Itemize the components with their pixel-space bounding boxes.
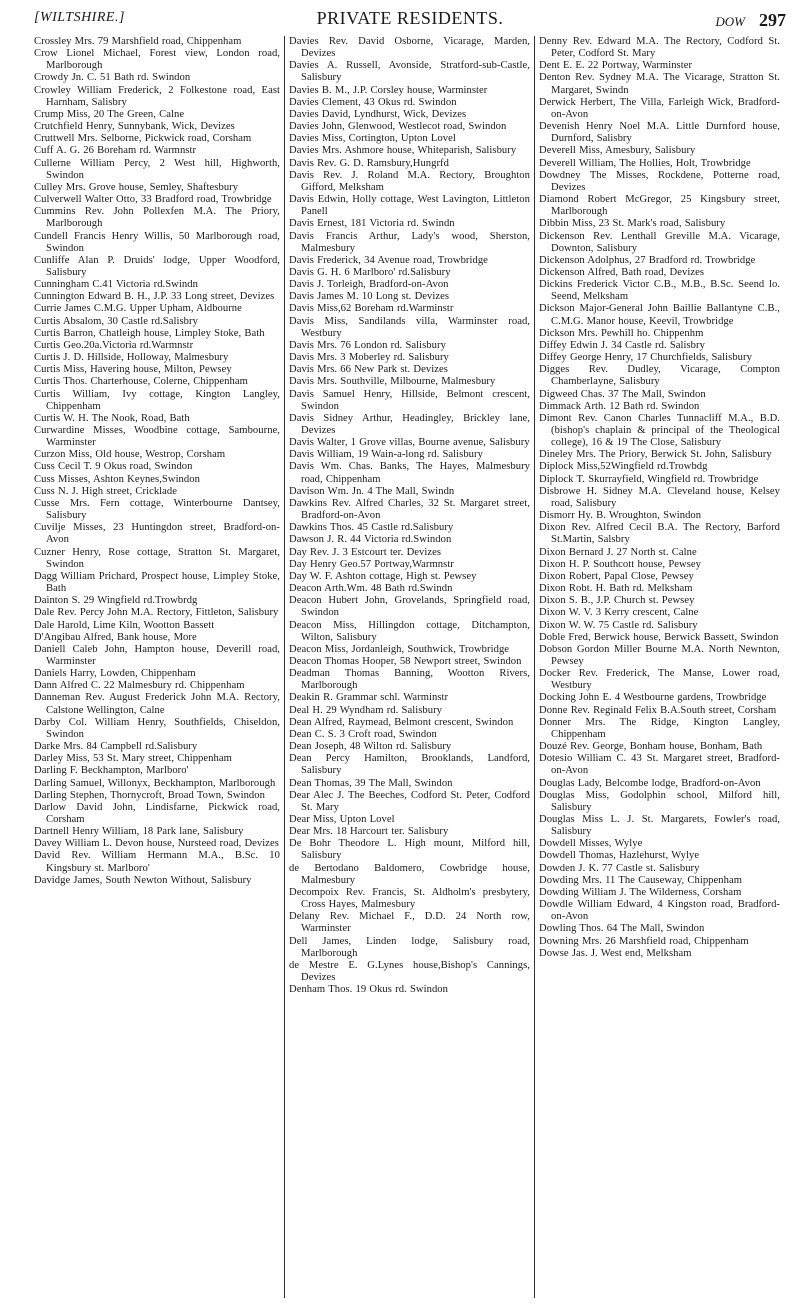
- directory-entry: Daniels Harry, Lowden, Chippenham: [34, 668, 196, 680]
- directory-entry: Crowdy Jn. C. 51 Bath rd. Swindon: [34, 72, 191, 84]
- directory-entry: Dimont Rev. Canon Charles Tunnacliff M.A., B.D. (bishop's chaplain & principal of the Theological college), 16 & 19 The Close, Salisbury: [539, 412, 780, 449]
- directory-entry: Crossley Mrs. 79 Marshfield road, Chippenham: [34, 36, 242, 47]
- directory-entry: Davies Miss, Cortington, Upton Lovel: [289, 133, 456, 145]
- directory-entry: Daniell Caleb John, Hampton house, Deverill road, Warminster: [34, 643, 280, 667]
- directory-entry: Dean C. S. 3 Croft road, Swindon: [289, 728, 437, 740]
- page-header: [34, 8, 786, 32]
- directory-entry: Douglas Lady, Belcombe lodge, Bradford-on-Avon: [539, 777, 761, 789]
- directory-entry: Dowdle William Edward, 4 Kingston road, Bradford-on-Avon: [539, 899, 780, 923]
- directory-entry: Dale Harold, Lime Kiln, Wootton Bassett: [34, 619, 215, 631]
- directory-entry: Dean Joseph, 48 Wilton rd. Salisbury: [289, 741, 452, 753]
- directory-entry: Cunningham C.41 Victoria rd.Swindn: [34, 279, 198, 291]
- directory-entry: Davies A. Russell, Avonside, Stratford-sub-Castle, Salisbury: [289, 60, 530, 84]
- directory-entry: Davis Rev. J. Roland M.A. Rectory, Broughton Gifford, Melksham: [289, 169, 530, 193]
- directory-entry: Davis Mrs. 66 New Park st. Devizes: [289, 364, 448, 376]
- directory-entry: Dixon H. P. Southcott house, Pewsey: [539, 558, 701, 570]
- directory-entry: Curtis William, Ivy cottage, Kington Langley, Chippenham: [34, 388, 280, 412]
- directory-entry: Deacon Hubert John, Grovelands, Springfield road, Swindon: [289, 595, 530, 619]
- directory-entry: Dartnell Henry William, 18 Park lane, Salisbury: [34, 826, 244, 838]
- directory-entry: Diffey George Henry, 17 Churchfields, Salisbury: [539, 352, 752, 364]
- directory-entry: Davis Miss, Sandilands villa, Warminster road, Westbury: [289, 315, 530, 339]
- directory-entry: Cuzner Henry, Rose cottage, Stratton St. Margaret, Swindon: [34, 546, 280, 570]
- directory-entry: Deverell William, The Hollies, Holt, Trowbridge: [539, 157, 751, 169]
- directory-entry: Danneman Rev. August Frederick John M.A. Rectory, Calstone Wellington, Calne: [34, 692, 280, 716]
- directory-entry: Darling F. Beckhampton, Marlboro': [34, 765, 189, 777]
- directory-entry: Cusse Mrs. Fern cottage, Winterbourne Dantsey, Salisbury: [34, 497, 280, 522]
- directory-entry: Dale Rev. Percy John M.A. Rectory, Fittleton, Salisbury: [34, 607, 279, 619]
- directory-entry: Davis Ernest, 181 Victoria rd. Swindn: [289, 218, 455, 230]
- directory-entry: Davis Mrs. 3 Moberley rd. Salisbury: [289, 352, 449, 364]
- directory-entry: Devenish Henry Noel M.A. Little Durnford house, Durnford, Salisbry: [539, 121, 780, 145]
- directory-entry: Davey William L. Devon house, Nursteed road, Devizes: [34, 838, 279, 850]
- page-title: PRIVATE RESIDENTS.: [316, 8, 504, 28]
- page-number: 297: [759, 10, 786, 30]
- directory-entry: Currie James C.M.G. Upper Upham, Aldbourne: [34, 303, 242, 315]
- directory-entry: Cundell Francis Henry Willis, 50 Marlborough road, Swindon: [34, 230, 280, 254]
- directory-entry: Day Rev. J. 3 Estcourt ter. Devizes: [289, 546, 442, 558]
- directory-entry: Donner Mrs. The Ridge, Kington Langley, Chippenham: [539, 716, 780, 740]
- directory-entry: De Bohr Theodore L. High mount, Milford hill, Salisbury: [289, 838, 530, 862]
- directory-entry: Dickins Frederick Victor C.B., M.B., B.Sc. Seend lo. Seend, Melksham: [539, 279, 780, 303]
- directory-entry: Davis Wm. Chas. Banks, The Hayes, Malmesbury road, Chippenham: [289, 461, 530, 485]
- directory-entry: Dowdell Misses, Wylye: [539, 838, 643, 850]
- directory-entry: Dickenson Adolphus, 27 Bradford rd. Trowbridge: [539, 254, 756, 266]
- directory-entry: Docking John E. 4 Westbourne gardens, Trowbridge: [539, 692, 767, 704]
- directory-entry: Dawson J. R. 44 Victoria rd.Swindon: [289, 534, 452, 546]
- directory-entry: Dismorr Hy. B. Wroughton, Swindon: [539, 510, 702, 522]
- column-2: [284, 36, 534, 1298]
- directory-entry: Curtis Absalom, 30 Castle rd.Salisbry: [34, 315, 198, 327]
- directory-entry: Dainton S. 29 Wingfield rd.Trowbrdg: [34, 595, 198, 607]
- directory-entry: Davis Walter, 1 Grove villas, Bourne avenue, Salisbury: [289, 437, 530, 449]
- directory-entry: Curtis Barron, Chatleigh house, Limpley Stoke, Bath: [34, 327, 265, 339]
- directory-entry: Dowding William J. The Wilderness, Corsham: [539, 886, 742, 898]
- directory-entry: Dowdney The Misses, Rockdene, Potterne road, Devizes: [539, 169, 780, 193]
- directory-entry: Dear Miss, Upton Lovel: [289, 814, 395, 825]
- directory-entry: Douglas Miss, Godolphin school, Milford hill, Salisbury: [539, 789, 780, 813]
- directory-entry: Dixon S. B., J.P. Church st. Pewsey: [539, 595, 695, 607]
- directory-entry: Curtis W. H. The Nook, Road, Bath: [34, 412, 190, 424]
- directory-entry: Curtis Geo.20a.Victoria rd.Warmnstr: [34, 339, 194, 351]
- directory-entry: Curtis Thos. Charterhouse, Colerne, Chippenham: [34, 376, 248, 388]
- directory-entry: de Mestre E. G.Lynes house,Bishop's Cannings, Devizes: [289, 959, 530, 984]
- directory-entry: Deal H. 29 Wyndham rd. Salisbury: [289, 704, 443, 716]
- directory-entry: Deadman Thomas Banning, Wootton Rivers, Marlborough: [289, 668, 530, 692]
- directory-entry: Davidge James, South Newton Without, Salisbury: [34, 874, 252, 886]
- county-label: [WILTSHIRE.]: [34, 10, 125, 25]
- directory-entry: Dean Percy Hamilton, Brooklands, Landford, Salisbury: [289, 753, 530, 777]
- column-1: [34, 36, 284, 1298]
- directory-entry: Davies Clement, 43 Okus rd. Swindon: [289, 96, 457, 108]
- directory-entry: Crutchfield Henry, Sunnybank, Wick, Devizes: [34, 121, 235, 133]
- directory-entry: Dickenson Rev. Lenthall Greville M.A. Vicarage, Downton, Salisbury: [539, 230, 780, 254]
- directory-entry: Dowling Thos. 64 The Mall, Swindon: [539, 923, 705, 935]
- page-header-right: [715, 10, 786, 31]
- directory-entry: Cruttwell Mrs. Selborne, Pickwick road, Corsham: [34, 133, 252, 145]
- directory-entry: de Bertodano Baldomero, Cowbridge house, Malmesbury: [289, 862, 530, 886]
- directory-entry: Davis G. H. 6 Marlboro' rd.Salisbury: [289, 266, 451, 278]
- directory-entry: D'Angibau Alfred, Bank house, More: [34, 631, 197, 643]
- directory-entry: Dowding Mrs. 11 The Causeway, Chippenham: [539, 874, 743, 886]
- directory-entry: Culverwell Walter Otto, 33 Bradford road, Trowbridge: [34, 194, 272, 206]
- directory-entry: Digges Rev. Dudley, Vicarage, Compton Chamberlayne, Salisbury: [539, 364, 780, 388]
- directory-entry: Davis William, 19 Wain-a-long rd. Salisbury: [289, 449, 483, 461]
- directory-entry: Diplock Miss,52Wingfield rd.Trowbdg: [539, 461, 708, 473]
- directory-entry: Curtis Miss, Havering house, Milton, Pewsey: [34, 364, 232, 376]
- directory-entry: Denton Rev. Sydney M.A. The Vicarage, Stratton St. Margaret, Swindn: [539, 72, 780, 96]
- directory-entry: Day W. F. Ashton cottage, High st. Pewsey: [289, 570, 477, 582]
- directory-entry: Donne Rev. Reginald Felix B.A.South street, Corsham: [539, 704, 777, 716]
- directory-entry: Darke Mrs. 84 Campbell rd.Salisbury: [34, 741, 198, 753]
- directory-entry: Douzé Rev. George, Bonham house, Bonham, Bath: [539, 741, 763, 753]
- directory-entry: Denny Rev. Edward M.A. The Rectory, Codford St. Peter, Codford St. Mary: [539, 36, 780, 60]
- directory-entry: Doble Fred, Berwick house, Berwick Bassett, Swindon: [539, 631, 779, 643]
- directory-entry: Darby Col. William Henry, Southfields, Chiseldon, Swindon: [34, 716, 280, 740]
- directory-entry: Deacon Arth.Wm. 48 Bath rd.Swindn: [289, 583, 453, 595]
- directory-entry: Cullerne William Percy, 2 West hill, Highworth, Swindon: [34, 157, 280, 181]
- directory-entry: Dagg William Prichard, Prospect house, Limpley Stoke, Bath: [34, 570, 280, 595]
- directory-entry: Davies B. M., J.P. Corsley house, Warminster: [289, 84, 488, 96]
- directory-entry: Davis Rev. G. D. Ramsbury,Hungrfd: [289, 157, 449, 169]
- directory-entry: Dixon W. V. 3 Kerry crescent, Calne: [539, 607, 699, 619]
- directory-entry: Digweed Chas. 37 The Mall, Swindon: [539, 388, 706, 400]
- directory-entry: Crump Miss, 20 The Green, Calne: [34, 108, 185, 120]
- directory-entry: Dixon Robert, Papal Close, Pewsey: [539, 570, 694, 582]
- directory-entry: Curtis J. D. Hillside, Holloway, Malmesbury: [34, 352, 229, 364]
- directory-entry: Davies Rev. David Osborne, Vicarage, Marden, Devizes: [289, 36, 530, 60]
- directory-entry: Davis Mrs. 76 London rd. Salisbury: [289, 339, 446, 351]
- directory-entry: Cunnington Edward B. H., J.P. 33 Long street, Devizes: [34, 291, 275, 303]
- directory-entry: David Rev. William Hermann M.A., B.Sc. 10 Kingsbury st. Marlboro': [34, 850, 280, 874]
- directory-entry: Davies John, Glenwood, Westlecot road, Swindon: [289, 121, 507, 133]
- directory-entry: Disbrowe H. Sidney M.A. Cleveland house, Kelsey road, Salisbury: [539, 485, 780, 509]
- directory-entry: Crow Lionel Michael, Forest view, London road, Marlborough: [34, 48, 280, 72]
- directory-entry: Dann Alfred C. 22 Malmesbury rd. Chippenham: [34, 680, 245, 692]
- directory-entry: Davis James M. 10 Long st. Devizes: [289, 291, 450, 303]
- catchword: DOW: [715, 14, 745, 29]
- column-3: [534, 36, 784, 1298]
- directory-entry: Diamond Robert McGregor, 25 Kingsbury street, Marlborough: [539, 194, 780, 218]
- directory-entry: Delany Rev. Michael F., D.D. 24 North row, Warminster: [289, 911, 530, 935]
- directory-entry: Day Henry Geo.57 Portway,Warmnstr: [289, 558, 454, 570]
- directory-entry: Denham Thos. 19 Okus rd. Swindon: [289, 984, 448, 996]
- directory-entry: Dean Thomas, 39 The Mall, Swindon: [289, 777, 453, 789]
- directory-entry: Darley Miss, 53 St. Mary street, Chippenham: [34, 753, 232, 765]
- directory-entry: Dowse Jas. J. West end, Melksham: [539, 947, 692, 959]
- directory-entry: Davis Samuel Henry, Hillside, Belmont crescent, Swindon: [289, 388, 530, 412]
- directory-entry: Darlow David John, Lindisfarne, Pickwick road, Corsham: [34, 801, 280, 825]
- directory-entry: Curzon Miss, Old house, Westrop, Corsham: [34, 449, 226, 461]
- directory-entry: Dawkins Thos. 45 Castle rd.Salisbury: [289, 522, 454, 534]
- directory-entry: Dear Alec J. The Beeches, Codford St. Peter, Codford St. Mary: [289, 789, 530, 813]
- directory-entry: Dixon Bernard J. 27 North st. Calne: [539, 546, 697, 558]
- directory-columns: [34, 36, 786, 1298]
- directory-entry: Davis Francis Arthur, Lady's wood, Sherston, Malmesbury: [289, 230, 530, 254]
- directory-entry: Deacon Thomas Hooper, 58 Newport street, Swindon: [289, 655, 522, 667]
- directory-entry: Deakin R. Grammar schl. Warminstr: [289, 692, 449, 704]
- directory-entry: Docker Rev. Frederick, The Manse, Lower road, Westbury: [539, 668, 780, 692]
- directory-entry: Derwick Herbert, The Villa, Farleigh Wick, Bradford-on-Avon: [539, 96, 780, 120]
- directory-entry: Deverell Miss, Amesbury, Salisbury: [539, 145, 696, 157]
- directory-entry: Cuss N. J. High street, Cricklade: [34, 485, 178, 497]
- directory-entry: Downing Mrs. 26 Marshfield road, Chippenham: [539, 935, 749, 947]
- directory-entry: Davis Frederick, 34 Avenue road, Trowbridge: [289, 254, 488, 266]
- directory-entry: Dear Mrs. 18 Harcourt ter. Salisbury: [289, 826, 449, 838]
- directory-entry: Dibbin Miss, 23 St. Mark's road, Salisbury: [539, 218, 726, 230]
- directory-entry: Cunliffe Alan P. Druids' lodge, Upper Woodford, Salisbury: [34, 254, 280, 278]
- directory-entry: Dent E. E. 22 Portway, Warminster: [539, 60, 693, 72]
- directory-entry: Deacon Miss, Jordanleigh, Southwick, Trowbridge: [289, 643, 510, 655]
- directory-entry: Davies Mrs. Ashmore house, Whiteparish, Salisbury: [289, 145, 517, 157]
- directory-entry: Davis Mrs. Southville, Milbourne, Malmesbury: [289, 376, 496, 388]
- directory-entry: Cuvilje Misses, 23 Huntingdon street, Bradford-on-Avon: [34, 522, 280, 546]
- directory-entry: Dickenson Alfred, Bath road, Devizes: [539, 266, 705, 278]
- directory-entry: Dowdell Thomas, Hazlehurst, Wylye: [539, 850, 700, 862]
- directory-entry: Davis Sidney Arthur, Headingley, Brickley lane, Devizes: [289, 412, 530, 436]
- directory-entry: Dickson Mrs. Pewhill ho. Chippenhm: [539, 327, 704, 339]
- directory-entry: Cuff A. G. 26 Boreham rd. Warmnstr: [34, 145, 197, 157]
- directory-entry: Darling Stephen, Thornycroft, Broad Town, Swindon: [34, 789, 265, 801]
- directory-entry: Dixon W. W. 75 Castle rd. Salisbury: [539, 619, 698, 631]
- directory-entry: Crowley William Frederick, 2 Folkestone road, East Harnham, Salisbry: [34, 84, 280, 108]
- directory-entry: Dell James, Linden lodge, Salisbury road, Marlborough: [289, 935, 530, 959]
- directory-entry: Davis Edwin, Holly cottage, West Lavington, Littleton Panell: [289, 194, 530, 218]
- directory-entry: Davis Miss,62 Boreham rd.Warminstr: [289, 303, 454, 315]
- directory-entry: Cuss Cecil T. 9 Okus road, Swindon: [34, 461, 193, 473]
- directory-entry: Cummins Rev. John Pollexfen M.A. The Priory, Marlborough: [34, 206, 280, 230]
- directory-entry: Dixon Robt. H. Bath rd. Melksham: [539, 583, 693, 595]
- directory-entry: Dowden J. K. 77 Castle st. Salisbury: [539, 862, 700, 874]
- directory-entry: Diplock T. Skurrayfield, Wingfield rd. Trowbridge: [539, 473, 759, 485]
- directory-entry: Darling Samuel, Willonyx, Beckhampton, Marlborough: [34, 777, 276, 789]
- directory-entry: Douglas Miss L. J. St. Margarets, Fowler's road, Salisbury: [539, 814, 780, 838]
- directory-entry: Decompoix Rev. Francis, St. Aldholm's presbytery, Cross Hayes, Malmesbury: [289, 886, 530, 911]
- directory-entry: Dean Alfred, Raymead, Belmont crescent, Swindon: [289, 716, 514, 728]
- directory-entry: Deacon Miss, Hillingdon cottage, Ditchampton, Wilton, Salisbury: [289, 619, 530, 643]
- directory-entry: Dineley Mrs. The Priory, Berwick St. John, Salisbury: [539, 449, 772, 461]
- directory-entry: Davis J. Torleigh, Bradford-on-Avon: [289, 279, 449, 291]
- directory-entry: Dotesio William C. 43 St. Margaret street, Bradford-on-Avon: [539, 753, 780, 777]
- directory-entry: Dimmack Arth. 12 Bath rd. Swindon: [539, 400, 700, 412]
- directory-entry: Davison Wm. Jn. 4 The Mall, Swindn: [289, 485, 455, 497]
- directory-entry: Diffey Edwin J. 34 Castle rd. Salisbry: [539, 339, 705, 351]
- directory-entry: Dixon Rev. Alfred Cecil B.A. The Rectory, Barford St.Martin, Salsbry: [539, 522, 780, 546]
- directory-entry: Dawkins Rev. Alfred Charles, 32 St. Margaret street, Bradford-on-Avon: [289, 497, 530, 522]
- directory-entry: Dickson Major-General John Baillie Ballantyne C.B., C.M.G. Manor house, Keevil, Trowbridge: [539, 303, 780, 327]
- directory-entry: Curwardine Misses, Woodbine cottage, Sambourne, Warminster: [34, 425, 280, 449]
- directory-entry: Culley Mrs. Grove house, Semley, Shaftesbury: [34, 181, 239, 193]
- directory-entry: Dobson Gordon Miller Bourne M.A. North Newnton, Pewsey: [539, 643, 780, 667]
- directory-entry: Cuss Misses, Ashton Keynes,Swindon: [34, 473, 200, 485]
- directory-entry: Davies David, Lyndhurst, Wick, Devizes: [289, 108, 467, 120]
